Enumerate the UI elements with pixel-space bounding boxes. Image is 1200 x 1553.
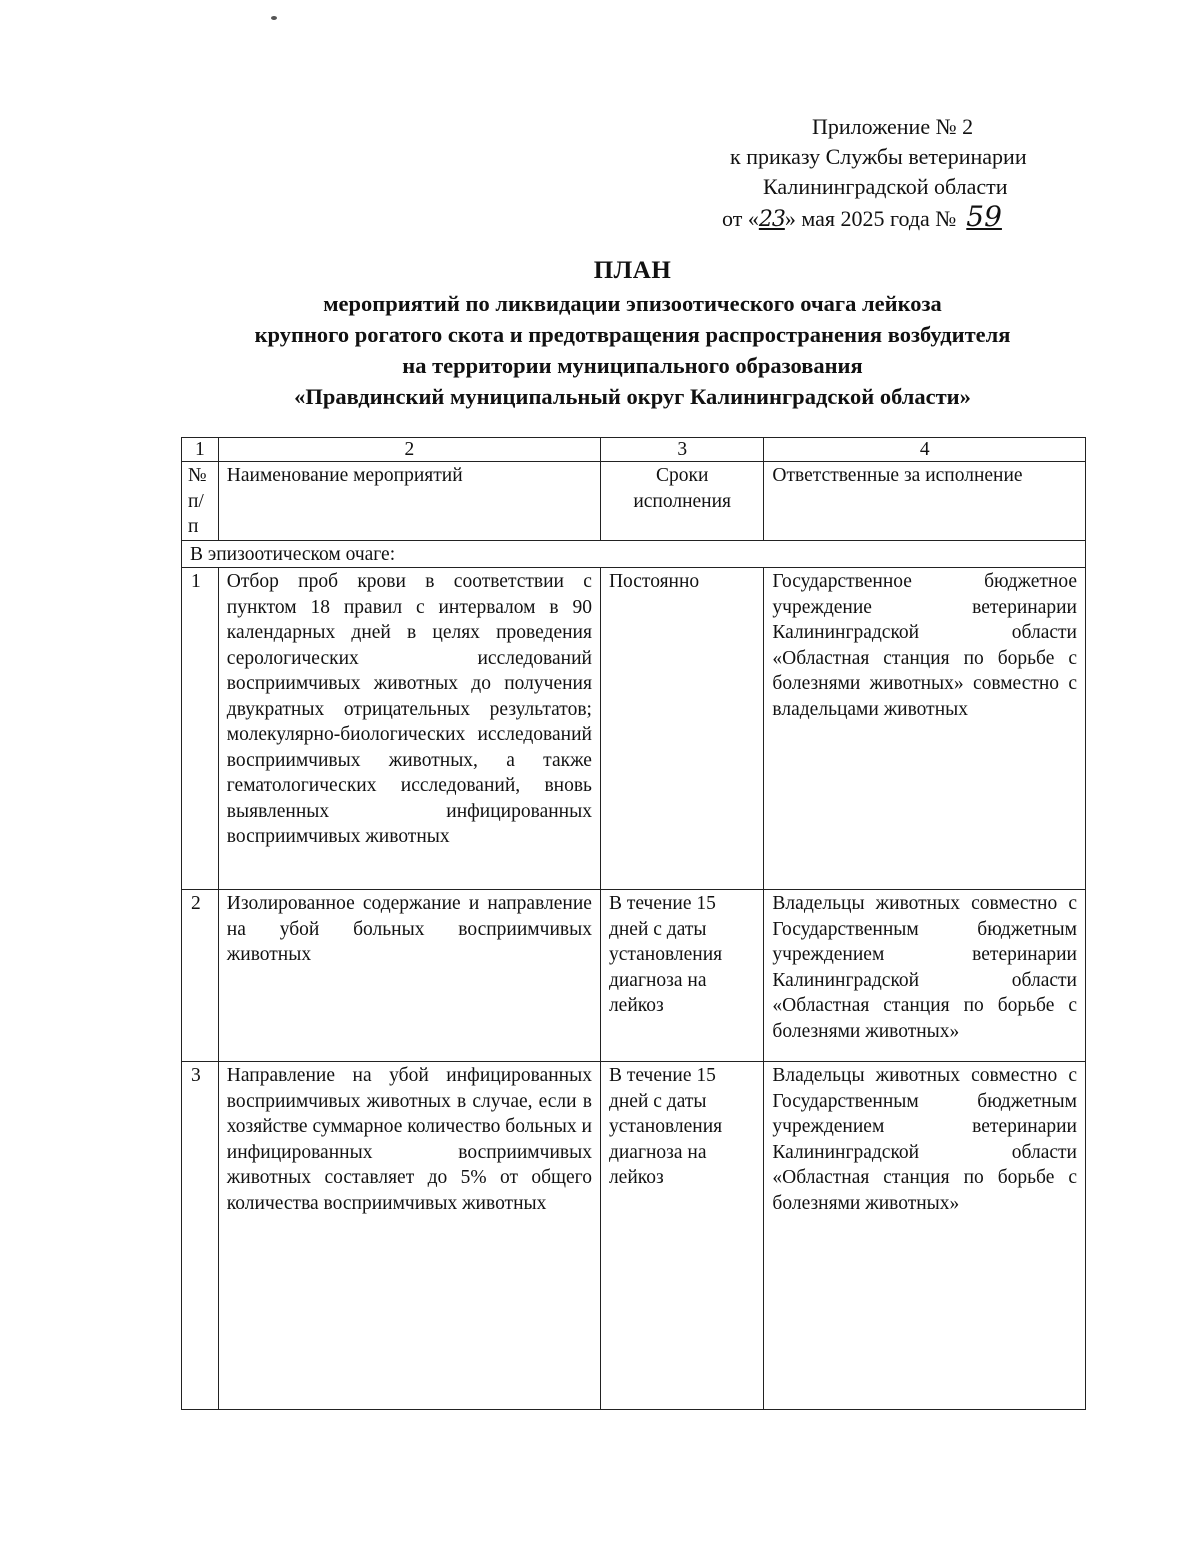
appendix-block xyxy=(700,112,1100,235)
column-index: 2 xyxy=(218,438,600,462)
title-line-3: на территории муниципального образования xyxy=(402,353,863,378)
appendix-date-line xyxy=(700,202,1100,235)
plan-table xyxy=(181,437,1086,1410)
title-main: ПЛАН xyxy=(593,257,672,284)
document-title xyxy=(100,254,1165,412)
header-term: Сроки исполнения xyxy=(600,462,763,541)
row-measure: Отбор проб крови в соответствии с пунктом 18 правил с интервалом в 90 календарных дней в целях проведения серологических исследований восприимчивых животных до получения двукратных отрицательных результатов; молекулярно-биологических исследований восприимчивых животных, а также гематологических исследований, вновь выявленных инфицированных восприимчивых животных xyxy=(218,568,600,890)
row-measure: Направление на убой инфицированных восприимчивых животных в случае, если в хозяйстве суммарное количество больных и инфицированных восприимчивых животных составляет до 5% от общего количества восприимчивых животных xyxy=(218,1062,600,1410)
table-row xyxy=(182,568,1086,890)
section-label: В эпизоотическом очаге: xyxy=(182,540,1086,568)
date-middle: » мая 2025 года № xyxy=(784,206,957,231)
row-number: 3 xyxy=(182,1062,219,1410)
row-term: Постоянно xyxy=(600,568,763,890)
row-responsible: Владельцы животных совместно с Государственным бюджетным учреждением ветеринарии Калининградской области «Областная станция по борьбе с болезнями животных» xyxy=(764,890,1086,1062)
scan-speck xyxy=(271,16,277,20)
header-responsible: Ответственные за исполнение xyxy=(764,462,1086,541)
appendix-line-2: к приказу Службы ветеринарии xyxy=(730,144,1027,169)
row-responsible: Государственное бюджетное учреждение ветеринарии Калининградской области «Областная станция по борьбе с болезнями животных» совместно с владельцами животных xyxy=(764,568,1086,890)
title-line-1: мероприятий по ликвидации эпизоотического очага лейкоза xyxy=(323,291,942,316)
row-term: В течение 15 дней с даты установления диагноза на лейкоз xyxy=(600,890,763,1062)
column-index: 3 xyxy=(600,438,763,462)
appendix-line-3: Калининградской области xyxy=(763,174,1008,199)
handwritten-order-number: 59 xyxy=(966,200,1002,233)
title-line-4: «Правдинский муниципальный округ Калининградской области» xyxy=(294,384,971,409)
column-index: 4 xyxy=(764,438,1086,462)
table-header-row xyxy=(182,462,1086,541)
header-number: № п/п xyxy=(182,462,219,541)
column-index-row xyxy=(182,438,1086,462)
handwritten-day: 23 xyxy=(758,207,785,232)
date-prefix: от « xyxy=(722,206,759,231)
row-responsible: Владельцы животных совместно с Государственным бюджетным учреждением ветеринарии Калининградской области «Областная станция по борьбе с болезнями животных» xyxy=(764,1062,1086,1410)
title-line-2: крупного рогатого скота и предотвращения распространения возбудителя xyxy=(254,322,1011,347)
header-name: Наименование мероприятий xyxy=(218,462,600,541)
appendix-line-1: Приложение № 2 xyxy=(812,114,974,139)
row-measure: Изолированное содержание и направление на убой больных восприимчивых животных xyxy=(218,890,600,1062)
table-row xyxy=(182,890,1086,1062)
section-row xyxy=(182,540,1086,568)
column-index: 1 xyxy=(182,438,219,462)
table-row xyxy=(182,1062,1086,1410)
row-number: 2 xyxy=(182,890,219,1062)
row-term: В течение 15 дней с даты установления диагноза на лейкоз xyxy=(600,1062,763,1410)
row-number: 1 xyxy=(182,568,219,890)
